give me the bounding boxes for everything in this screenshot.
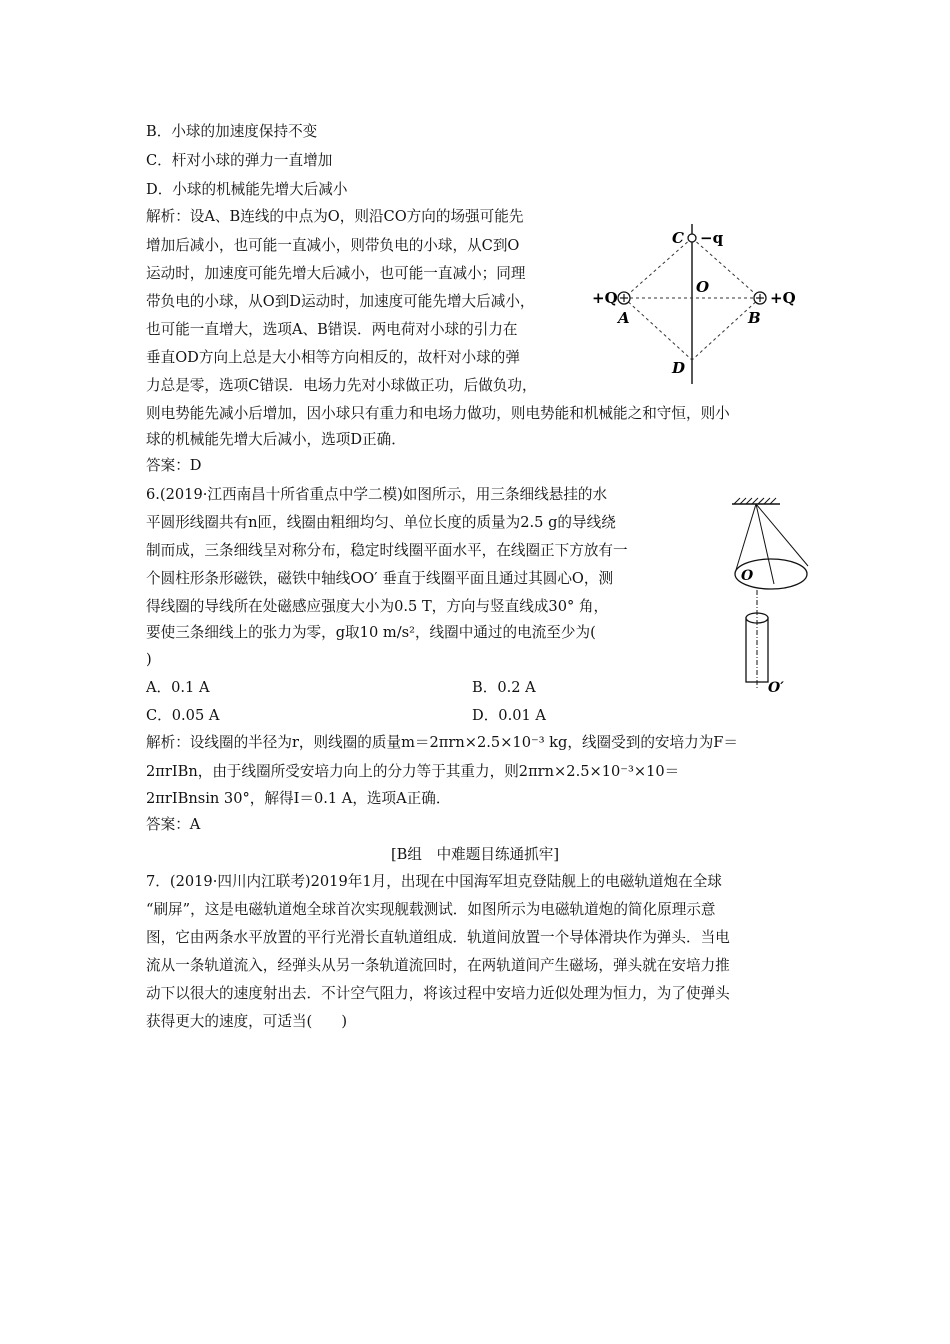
coil-center-label: O (741, 568, 754, 584)
thread-1 (736, 504, 756, 570)
q5-option-d: D．小球的机械能先增大后减小 (146, 181, 348, 198)
axis-end-label: O′ (768, 680, 784, 696)
label-d: D (672, 359, 686, 377)
q6-analysis-line: 2πrIBn，由于线圈所受安培力向上的分力等于其重力，则2πrn×2.5×10⁻³×10＝ (146, 763, 680, 780)
q7-stem-line: 获得更大的速度，可适当( ) (146, 1013, 348, 1030)
label-a: A (618, 309, 630, 327)
q7-stem-line: “刷屏”，这是电磁轨道炮全球首次实现舰载测试．如图所示为电磁轨道炮的简化原理示意 (146, 901, 716, 918)
q5-analysis-line: 增加后减小，也可能一直减小，则带负电的小球，从C到O (146, 237, 520, 254)
q7-stem-line: 流从一条轨道流入，经弹头从另一条轨道流回时，在两轨道间产生磁场，弹头就在安培力推 (146, 957, 730, 974)
q6-option-c: C．0.05 A (146, 707, 220, 724)
label-plus-q-right: +Q (770, 289, 796, 307)
dashed-ca (624, 238, 692, 298)
q6-analysis-line: 2πrIBnsin 30°，解得I＝0.1 A，选项A正确． (146, 790, 451, 807)
dashed-bd (692, 298, 760, 360)
q6-stem-line: 个圆柱形条形磁铁，磁铁中轴线OO′ 垂直于线圈平面且通过其圆心O，测 (146, 570, 614, 587)
q5-option-c: C．杆对小球的弹力一直增加 (146, 152, 333, 169)
small-ball (688, 234, 696, 242)
q6-answer: 答案：A (146, 816, 201, 833)
q5-analysis-line: 则电势能先减小后增加，因小球只有重力和电场力做功，则电势能和机械能之和守恒，则小 (146, 405, 730, 422)
q5-analysis-line: 也可能一直增大，选项A、B错误．两电荷对小球的引力在 (146, 321, 518, 338)
label-b: B (748, 309, 761, 327)
label-o: O (696, 278, 710, 296)
q5-answer: 答案：D (146, 457, 202, 474)
charges-diagram (590, 222, 810, 392)
q6-analysis-line: 解析：设线圈的半径为r，则线圈的质量m＝2πrn×2.5×10⁻³ kg，线圈受到的安培力为F＝ (146, 734, 739, 751)
q5-analysis-line: 运动时，加速度可能先增大后减小，也可能一直减小；同理 (146, 265, 526, 282)
label-minus-q: −q (700, 229, 724, 247)
q7-stem-line: 图，它由两条水平放置的平行光滑长直轨道组成．轨道间放置一个导体滑块作为弹头．当电 (146, 929, 730, 946)
thread-2 (756, 504, 774, 584)
q7-stem-line: 7．(2019·四川内江联考)2019年1月，出现在中国海军坦克登陆舰上的电磁轨道炮在全球 (146, 873, 722, 890)
q6-stem-line: 制而成，三条细线呈对称分布，稳定时线圈平面水平，在线圈正下方放有一 (146, 542, 628, 559)
q6-option-b: B．0.2 A (472, 679, 536, 696)
q6-option-d: D．0.01 A (472, 707, 546, 724)
label-c: C (672, 229, 684, 247)
q5-analysis-line: 球的机械能先增大后减小，选项D正确． (146, 431, 406, 448)
label-plus-q-left: +Q (592, 289, 618, 307)
q7-stem-line: 动下以很大的速度射出去．不计空气阻力，将该过程中安培力近似处理为恒力，为了使弹头 (146, 985, 730, 1002)
thread-3 (756, 504, 808, 566)
q6-option-a: A．0.1 A (146, 679, 210, 696)
charge-b-icon (754, 292, 766, 304)
q5-analysis-line: 垂直OD方向上总是大小相等方向相反的，故杆对小球的弹 (146, 349, 520, 366)
ceiling-hatch (734, 498, 776, 504)
section-title: [B组 中难题目练通抓牢] (390, 846, 560, 863)
q6-stem-line: 得线圈的导线所在处磁感应强度大小为0.5 T，方向与竖直线成30° 角， (146, 598, 609, 615)
charge-a-icon (618, 292, 630, 304)
q5-option-b: B．小球的加速度保持不变 (146, 123, 318, 140)
q6-stem-line: ) (146, 651, 152, 668)
q6-stem-line: 6.(2019·江西南昌十所省重点中学二模)如图所示，用三条细线悬挂的水 (146, 486, 608, 503)
dashed-ad (624, 298, 692, 360)
q5-analysis-line: 力总是零，选项C错误．电场力先对小球做正功，后做负功， (146, 377, 537, 394)
q5-analysis-line: 解析：设A、B连线的中点为O，则沿CO方向的场强可能先 (146, 208, 524, 225)
q5-analysis-line: 带负电的小球，从O到D运动时，加速度可能先增大后减小， (146, 293, 535, 310)
coil-magnet-diagram (730, 496, 840, 696)
q6-stem-line: 平圆形线圈共有n匝，线圈由粗细均匀、单位长度的质量为2.5 g的导线绕 (146, 514, 616, 531)
q6-stem-line: 要使三条细线上的张力为零，g取10 m/s²，线圈中通过的电流至少为( (146, 624, 596, 641)
